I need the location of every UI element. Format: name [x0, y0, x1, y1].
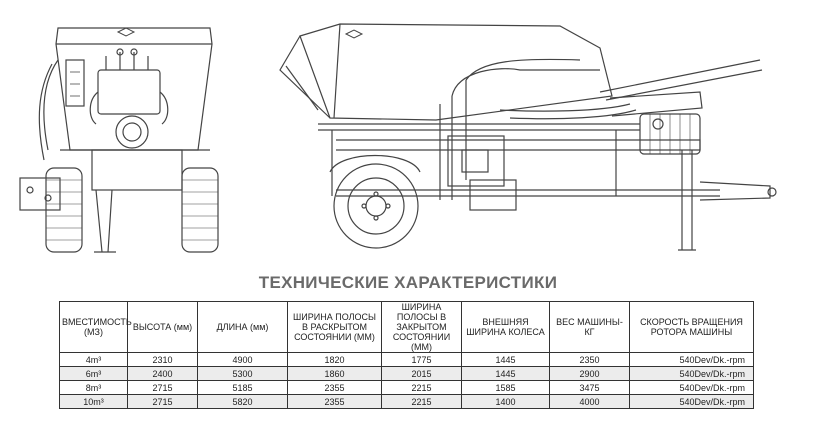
table-cell: 5820: [198, 395, 288, 409]
table-cell: 1400: [462, 395, 550, 409]
table-row: [60, 367, 754, 381]
table-header-row: [60, 302, 754, 353]
table-cell: 1775: [382, 353, 462, 367]
header-length: ДЛИНА (мм): [198, 302, 288, 353]
table-cell: 540Dev/Dk.-rpm: [630, 381, 754, 395]
table-cell: 540Dev/Dk.-rpm: [630, 367, 754, 381]
table-cell: 10m³: [60, 395, 128, 409]
table-cell: 2355: [288, 395, 382, 409]
table-cell: 4m³: [60, 353, 128, 367]
table-cell: 1820: [288, 353, 382, 367]
side-view-drawing: [280, 24, 776, 250]
table-row: [60, 381, 754, 395]
table-cell: 2715: [128, 381, 198, 395]
table-cell: 5300: [198, 367, 288, 381]
table-cell: 1445: [462, 367, 550, 381]
table-row: [60, 395, 754, 409]
table-cell: 4900: [198, 353, 288, 367]
header-height: ВЫСОТА (мм): [128, 302, 198, 353]
header-rotor-speed: СКОРОСТЬ ВРАЩЕНИЯ РОТОРА МАШИНЫ: [630, 302, 754, 353]
table-cell: 1860: [288, 367, 382, 381]
table-cell: 2400: [128, 367, 198, 381]
table-cell: 2215: [382, 395, 462, 409]
header-wheel-width: ВНЕШНЯЯ ШИРИНА КОЛЕСА: [462, 302, 550, 353]
header-width-closed: ШИРИНА ПОЛОСЫ В ЗАКРЫТОМ СОСТОЯНИИ (ММ): [382, 302, 462, 353]
table-cell: 3475: [550, 381, 630, 395]
table-cell: 2215: [382, 381, 462, 395]
table-cell: 540Dev/Dk.-rpm: [630, 395, 754, 409]
table-cell: 2900: [550, 367, 630, 381]
table-cell: 2715: [128, 395, 198, 409]
table-cell: 2350: [550, 353, 630, 367]
table-cell: 5185: [198, 381, 288, 395]
table-cell: 540Dev/Dk.-rpm: [630, 353, 754, 367]
front-view-drawing: [20, 28, 218, 252]
header-capacity: ВМЕСТИМОСТЬ (МЗ): [60, 302, 128, 353]
table-cell: 6m³: [60, 367, 128, 381]
table-cell: 1585: [462, 381, 550, 395]
table-cell: 1445: [462, 353, 550, 367]
table-cell: 2015: [382, 367, 462, 381]
table-cell: 8m³: [60, 381, 128, 395]
table-cell: 2310: [128, 353, 198, 367]
table-cell: 4000: [550, 395, 630, 409]
header-weight: ВЕС МАШИНЫ-КГ: [550, 302, 630, 353]
page-title: ТЕХНИЧЕСКИЕ ХАРАКТЕРИСТИКИ: [258, 273, 558, 292]
specs-table: [59, 301, 754, 409]
table-row: [60, 353, 754, 367]
table-cell: 2355: [288, 381, 382, 395]
header-width-open: ШИРИНА ПОЛОСЫ В РАСКРЫТОМ СОСТОЯНИИ (ММ): [288, 302, 382, 353]
